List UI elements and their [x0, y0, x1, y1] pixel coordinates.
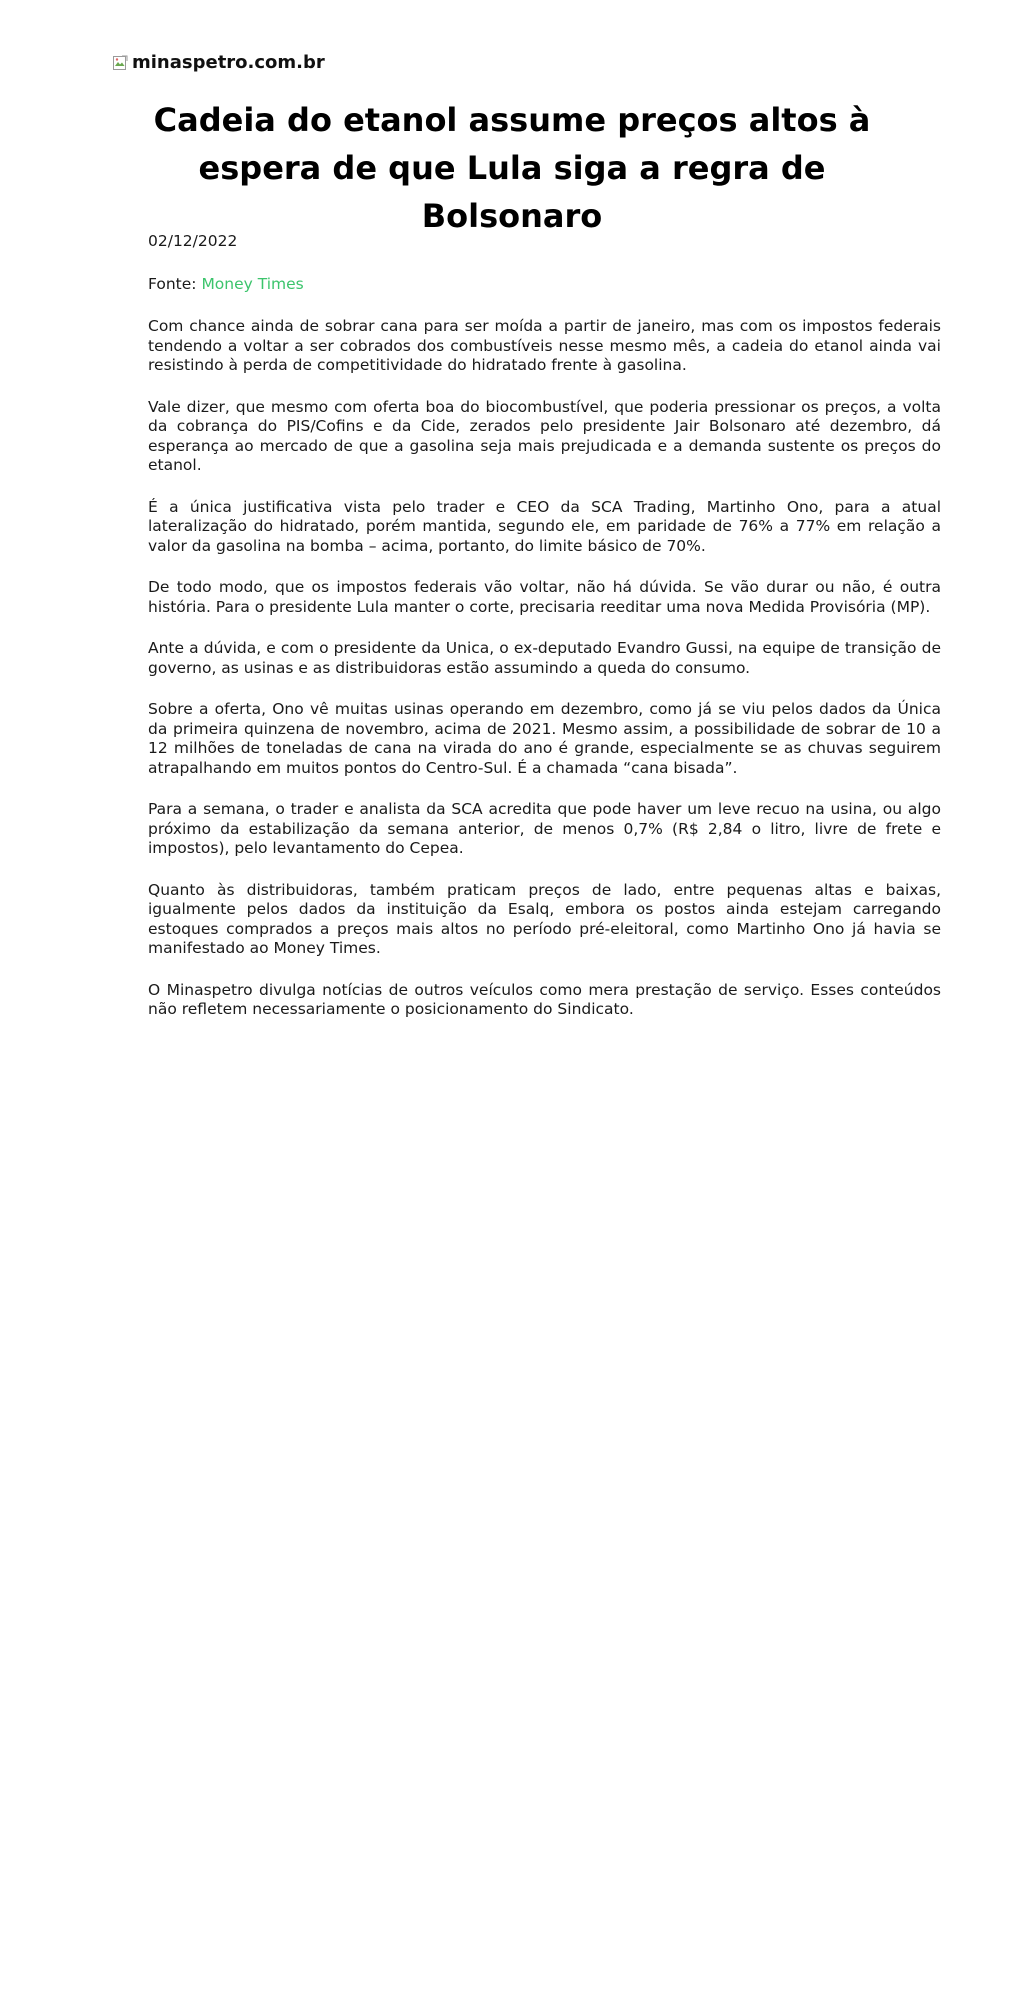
- source-link[interactable]: Money Times: [201, 274, 304, 293]
- site-logo-text[interactable]: minaspetro.com.br: [132, 52, 325, 73]
- article-paragraph: Ante a dúvida, e com o presidente da Unica, o ex-deputado Evandro Gussi, na equipe de transição de governo, as usinas e as distribuidoras estão assumindo a queda do consumo.: [148, 639, 941, 677]
- article-paragraph: Vale dizer, que mesmo com oferta boa do biocombustível, que poderia pressionar os preços, a volta da cobrança do PIS/Cofins e da Cide, zerados pelo presidente Jair Bolsonaro até dezembro, dá esperança ao mercado de que a gasolina seja mais prejudicada e a demanda sustente os preços do etanol.: [148, 397, 941, 474]
- article-paragraph: De todo modo, que os impostos federais vão voltar, não há dúvida. Se vão durar ou não, é outra história. Para o presidente Lula manter o corte, precisaria reeditar uma nova Medida Provisória (MP).: [148, 578, 941, 616]
- site-header: [112, 52, 325, 73]
- source-label: Fonte:: [148, 274, 202, 293]
- article-disclaimer: O Minaspetro divulga notícias de outros veículos como mera prestação de serviço. Esses conteúdos não refletem necessariamente o posicionamento do Sindicato.: [148, 980, 941, 1018]
- broken-image-icon: [112, 55, 128, 71]
- article-paragraph: Sobre a oferta, Ono vê muitas usinas operando em dezembro, como já se viu pelos dados da Única da primeira quinzena de novembro, acima de 2021. Mesmo assim, a possibilidade de sobrar de 10 a 12 milhões de toneladas de cana na virada do ano é grande, especialmente se as chuvas seguirem atrapalhando em muitos pontos do Centro-Sul. É a chamada “cana bisada”.: [148, 700, 941, 777]
- article-source: [148, 275, 941, 295]
- article-date: 02/12/2022: [148, 232, 238, 250]
- article-title: Cadeia do etanol assume preços altos à espera de que Lula siga a regra de Bolsonaro: [153, 101, 871, 235]
- article-body: [148, 232, 941, 1042]
- article-paragraph: Para a semana, o trader e analista da SCA acredita que pode haver um leve recuo na usina, ou algo próximo da estabilização da semana anterior, de menos 0,7% (R$ 2,84 o litro, livre de frete e impostos), pelo levantamento do Cepea.: [148, 800, 941, 857]
- article-paragraph: Quanto às distribuidoras, também praticam preços de lado, entre pequenas altas e baixas, igualmente pelos dados da instituição da Esalq, embora os postos ainda estejam carregando estoques comprados a preços mais altos no período pré-eleitoral, como Martinho Ono já havia se manifestado ao Money Times.: [148, 880, 941, 957]
- article-paragraph: É a única justificativa vista pelo trader e CEO da SCA Trading, Martinho Ono, para a atual lateralização do hidratado, porém mantida, segundo ele, em paridade de 76% a 77% em relação a valor da gasolina na bomba – acima, portanto, do limite básico de 70%.: [148, 497, 941, 555]
- article-paragraph: Com chance ainda de sobrar cana para ser moída a partir de janeiro, mas com os impostos federais tendendo a voltar a ser cobrados dos combustíveis nesse mesmo mês, a cadeia do etanol ainda vai resistindo à perda de competitividade do hidratado frente à gasolina.: [148, 317, 941, 374]
